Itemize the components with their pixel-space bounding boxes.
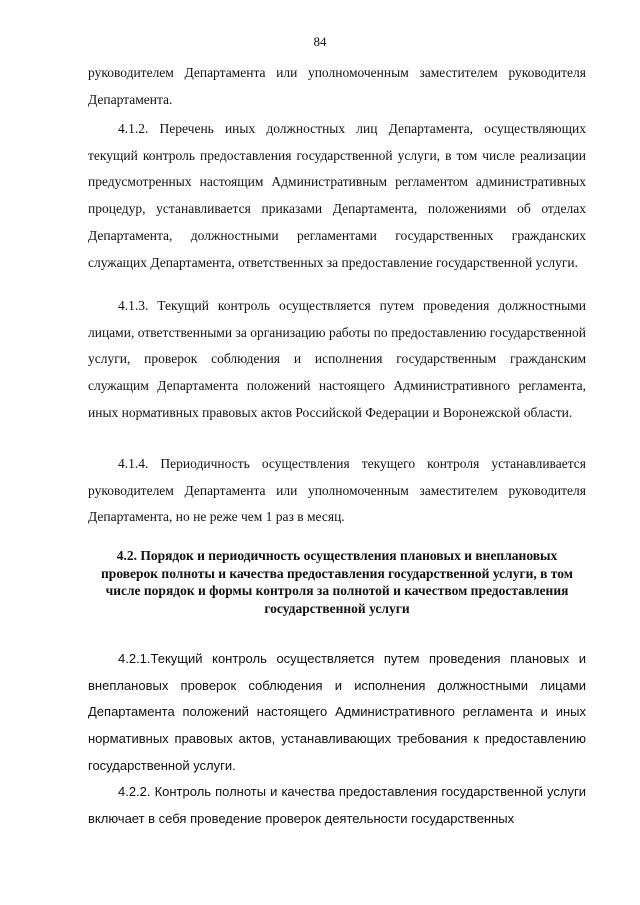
paragraph-4-2-2: 4.2.2. Контроль полноты и качества предоставления государственной услуги включает в себя проведение проверок деятельности государственных — [88, 784, 586, 826]
page-number: 84 — [313, 34, 327, 49]
paragraph-4-1-2: 4.1.2. Перечень иных должностных лиц Департамента, осуществляющих текущий контроль предоставления государственной услуги, в том числе реализации предусмотренных настоящим Административным регламентом административных процедур, устанавливается приказами Департамента, положениями об отделах Департамента, должностными регламентами государственных гражданских служащих Департамента, ответственных за предоставление государственной услуги. — [88, 121, 586, 270]
paragraph-4-1-4: 4.1.4. Периодичность осуществления текущего контроля устанавливается руководителем Департамента или уполномоченным заместителем руководителя Департамента, но не реже чем 1 раз в месяц. — [88, 456, 586, 525]
section-heading-4-2: 4.2. Порядок и периодичность осуществления плановых и внеплановых проверок полноты и качества предоставления государственной услуги, в том числе порядок и формы контроля за полнотой и качеством предоставления государственной услуги — [101, 548, 573, 616]
paragraph-continuation: руководителем Департамента или уполномоченным заместителем руководителя Департамента. — [88, 65, 586, 107]
paragraph-4-1-3: 4.1.3. Текущий контроль осуществляется путем проведения должностными лицами, ответственными за организацию работы по предоставлению государственной услуги, проверок соблюдения и исполнения государственным гражданским служащим Департамента положений настоящего Административного регламента, иных нормативных правовых актов Российской Федерации и Воронежской области. — [88, 298, 586, 420]
paragraph-4-2-1: 4.2.1.Текущий контроль осуществляется путем проведения плановых и внеплановых проверок соблюдения и исполнения должностными лицами Департамента положений настоящего Административного регламента и иных нормативных правовых актов, устанавливающих требования к предоставлению государственной услуги. — [88, 651, 586, 773]
